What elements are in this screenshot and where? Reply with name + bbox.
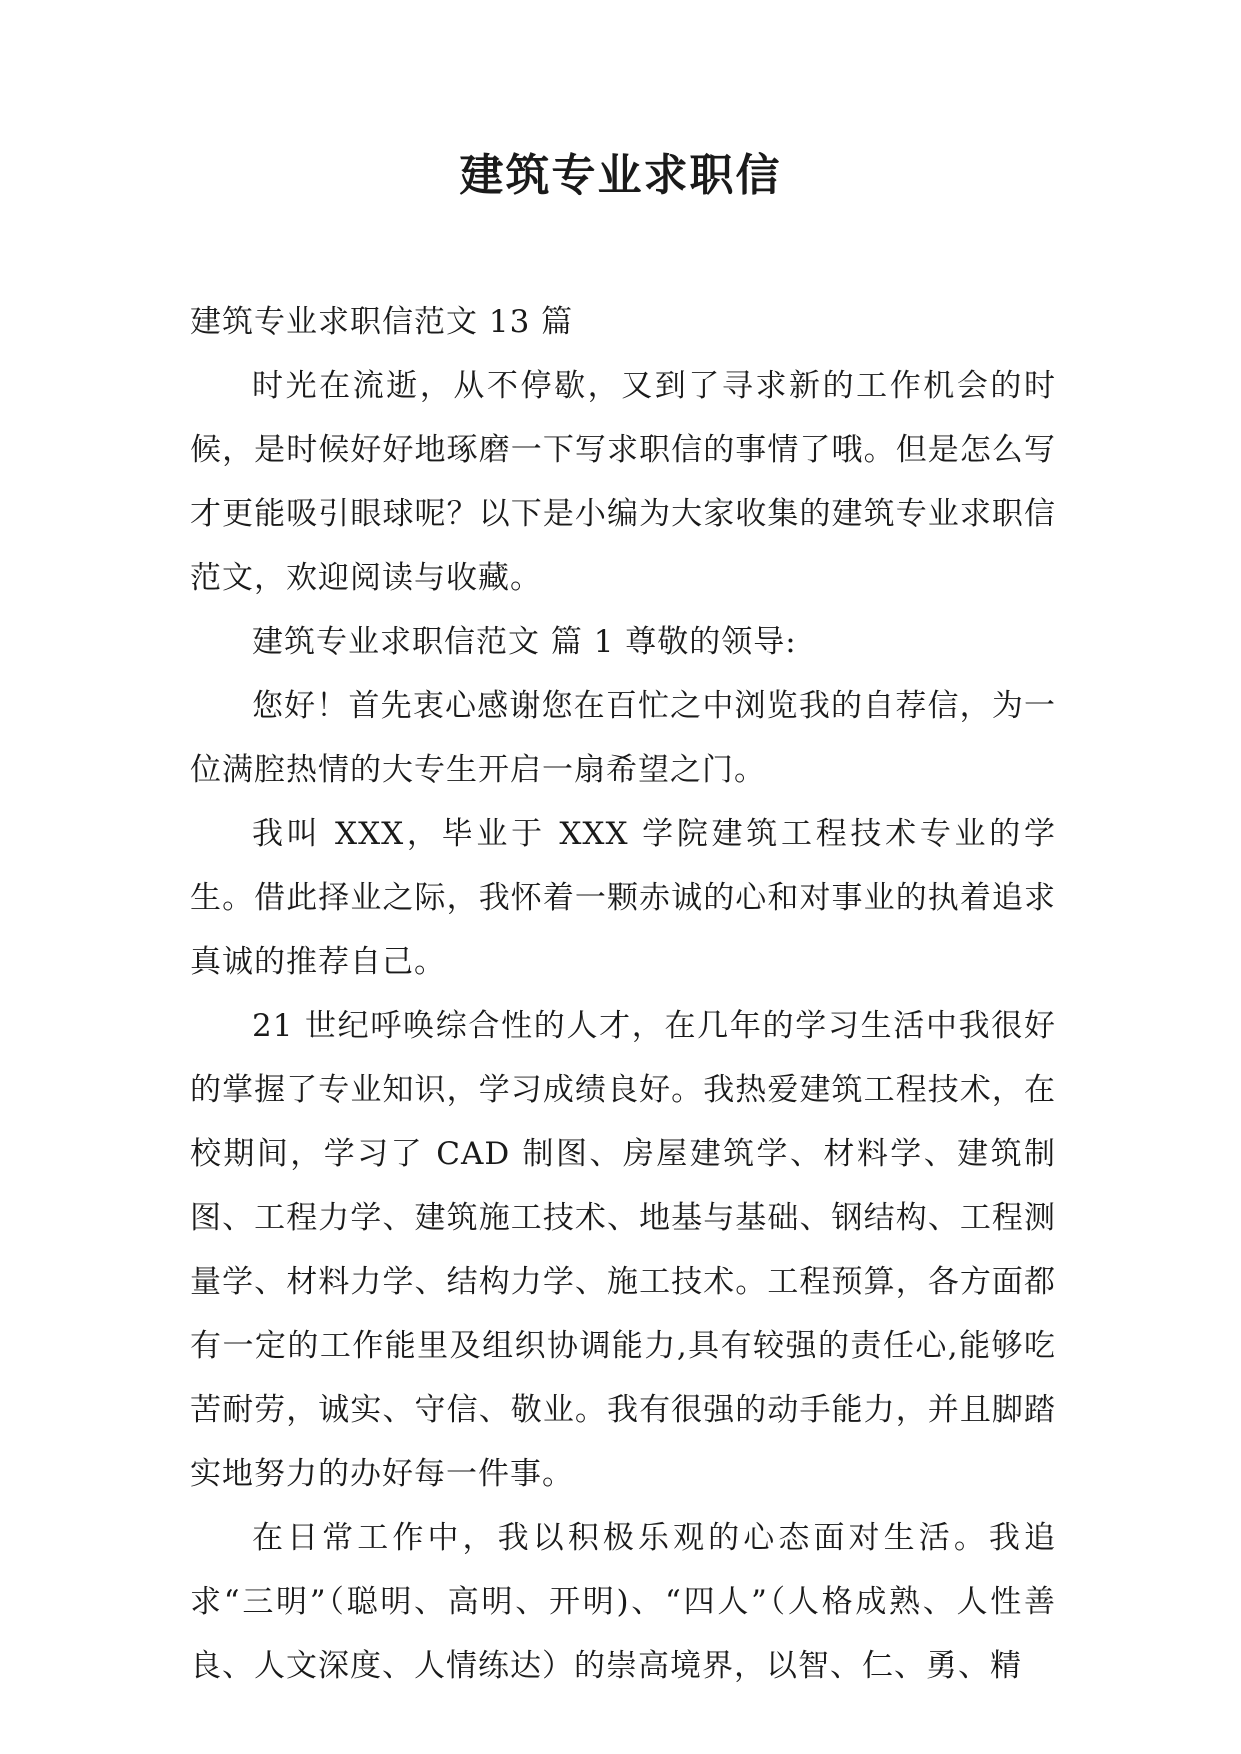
paragraph-skills: 21 世纪呼唤综合性的人才，在几年的学习生活中我很好的掌握了专业知识，学习成绩良好。我热爱建筑工程技术，在校期间，学习了 CAD 制图、房屋建筑学、材料学、建筑制图、工程力学、建筑施工技术、地基与基础、钢结构、工程测量学、材料力学、结构力学、施工技术。工程预算，各方面都有一定的工作能里及组织协调能力,具有较强的责任心,能够吃苦耐劳，诚实、守信、敬业。我有很强的动手能力，并且脚踏实地努力的办好每一件事。	[190, 1008, 1056, 1492]
document-body	[190, 290, 1056, 1698]
paragraph-greeting: 您好！首先衷心感谢您在百忙之中浏览我的自荐信，为一位满腔热情的大专生开启一扇希望之门。	[190, 688, 1056, 788]
paragraph-sample-heading: 建筑专业求职信范文 篇 1 尊敬的领导:	[252, 624, 797, 660]
paragraph-subtitle: 建筑专业求职信范文 13 篇	[190, 304, 574, 340]
document-title: 建筑专业求职信	[459, 150, 782, 201]
paragraph-attitude: 在日常工作中，我以积极乐观的心态面对生活。我追求“三明”（聪明、高明、开明)、“四人”（人格成熟、人性善良、人文深度、人情练达）的崇高境界，以智、仁、勇、精	[190, 1520, 1056, 1684]
paragraph-intro: 时光在流逝，从不停歇，又到了寻求新的工作机会的时候，是时候好好地琢磨一下写求职信的事情了哦。但是怎么写才更能吸引眼球呢？以下是小编为大家收集的建筑专业求职信范文，欢迎阅读与收藏。	[190, 368, 1056, 596]
paragraph-self-intro: 我叫 XXX，毕业于 XXX 学院建筑工程技术专业的学生。借此择业之际，我怀着一颗赤诚的心和对事业的执着追求真诚的推荐自己。	[190, 816, 1056, 980]
